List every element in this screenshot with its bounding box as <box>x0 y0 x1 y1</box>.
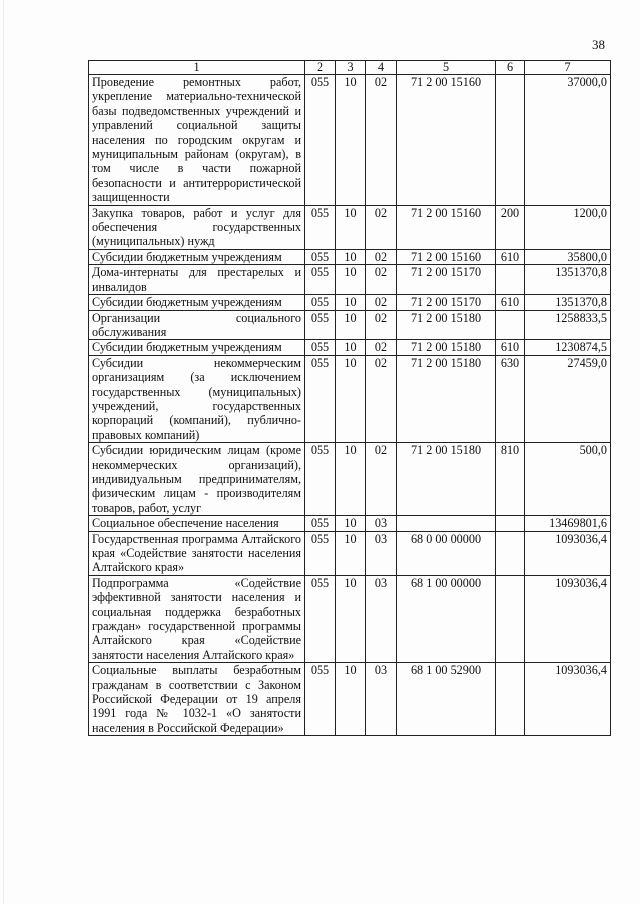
item-name: Субсидии некоммерческим организациям (за исключением государственных (муниципальных) учреждений, государственных корпораций (компаний), публично-правовых компаний) <box>89 355 305 442</box>
amount: 37000,0 <box>525 75 611 206</box>
amount: 1093036,4 <box>525 531 611 575</box>
section-code: 10 <box>336 575 366 662</box>
column-header: 4 <box>366 61 397 75</box>
expense-type-code <box>496 531 525 575</box>
table-row <box>89 265 611 295</box>
table-row <box>89 340 611 355</box>
section-code: 10 <box>336 340 366 355</box>
subsection-code: 03 <box>366 575 397 662</box>
subsection-code: 02 <box>366 310 397 340</box>
expense-type-code: 610 <box>496 340 525 355</box>
ministry-code: 055 <box>305 663 336 736</box>
amount: 13469801,6 <box>525 516 611 531</box>
column-header: 1 <box>89 61 305 75</box>
table-row <box>89 575 611 662</box>
section-code: 10 <box>336 516 366 531</box>
ministry-code: 055 <box>305 443 336 516</box>
column-header: 3 <box>336 61 366 75</box>
expense-type-code: 630 <box>496 355 525 442</box>
target-article-code: 71 2 00 15170 <box>397 265 496 295</box>
target-article-code <box>397 516 496 531</box>
expense-type-code: 610 <box>496 249 525 264</box>
subsection-code: 02 <box>366 295 397 310</box>
amount: 1230874,5 <box>525 340 611 355</box>
amount: 1093036,4 <box>525 663 611 736</box>
column-header: 6 <box>496 61 525 75</box>
expense-type-code <box>496 516 525 531</box>
subsection-code: 02 <box>366 355 397 442</box>
subsection-code: 03 <box>366 531 397 575</box>
amount: 27459,0 <box>525 355 611 442</box>
ministry-code: 055 <box>305 355 336 442</box>
subsection-code: 02 <box>366 443 397 516</box>
table-row <box>89 355 611 442</box>
target-article-code: 71 2 00 15160 <box>397 205 496 249</box>
item-name: Дома-интернаты для престарелых и инвалидов <box>89 265 305 295</box>
amount: 1093036,4 <box>525 575 611 662</box>
target-article-code: 71 2 00 15160 <box>397 75 496 206</box>
table-row <box>89 443 611 516</box>
subsection-code: 02 <box>366 265 397 295</box>
section-code: 10 <box>336 531 366 575</box>
expense-type-code: 810 <box>496 443 525 516</box>
section-code: 10 <box>336 310 366 340</box>
amount: 1351370,8 <box>525 295 611 310</box>
amount: 35800,0 <box>525 249 611 264</box>
section-code: 10 <box>336 295 366 310</box>
page-number: 38 <box>592 37 605 52</box>
item-name: Организации социального обслуживания <box>89 310 305 340</box>
subsection-code: 03 <box>366 516 397 531</box>
target-article-code: 71 2 00 15170 <box>397 295 496 310</box>
item-name: Закупка товаров, работ и услуг для обеспечения государственных (муниципальных) нужд <box>89 205 305 249</box>
ministry-code: 055 <box>305 340 336 355</box>
item-name: Субсидии бюджетным учреждениям <box>89 295 305 310</box>
target-article-code: 68 1 00 00000 <box>397 575 496 662</box>
item-name: Социальные выплаты безработным гражданам в соответствии с Законом Российской Федерации от 19 апреля 1991 года № 1032-1 «О занятости населения в Российской Федерации» <box>89 663 305 736</box>
item-name: Субсидии юридическим лицам (кроме некоммерческих организаций), индивидуальным предпринимателям, физическим лицам - производителям товаров, работ, услуг <box>89 443 305 516</box>
ministry-code: 055 <box>305 249 336 264</box>
table-row <box>89 249 611 264</box>
ministry-code: 055 <box>305 575 336 662</box>
ministry-code: 055 <box>305 265 336 295</box>
target-article-code: 68 0 00 00000 <box>397 531 496 575</box>
section-code: 10 <box>336 443 366 516</box>
scan-edge <box>3 0 4 904</box>
section-code: 10 <box>336 249 366 264</box>
table-row <box>89 205 611 249</box>
table-row <box>89 75 611 206</box>
header-row <box>89 61 611 75</box>
table-row <box>89 310 611 340</box>
expense-type-code <box>496 310 525 340</box>
expense-type-code <box>496 663 525 736</box>
item-name: Подпрограмма «Содействие эффективной занятости населения и социальная поддержка безработных граждан» государственной программы Алтайского края «Содействие занятости населения Алтайского края» <box>89 575 305 662</box>
section-code: 10 <box>336 265 366 295</box>
column-header: 5 <box>397 61 496 75</box>
target-article-code: 71 2 00 15180 <box>397 310 496 340</box>
amount: 1351370,8 <box>525 265 611 295</box>
target-article-code: 68 1 00 52900 <box>397 663 496 736</box>
subsection-code: 02 <box>366 249 397 264</box>
target-article-code: 71 2 00 15180 <box>397 355 496 442</box>
ministry-code: 055 <box>305 516 336 531</box>
subsection-code: 02 <box>366 75 397 206</box>
item-name: Государственная программа Алтайского края «Содействие занятости населения Алтайского края» <box>89 531 305 575</box>
expense-type-code: 610 <box>496 295 525 310</box>
ministry-code: 055 <box>305 75 336 206</box>
section-code: 10 <box>336 355 366 442</box>
section-code: 10 <box>336 75 366 206</box>
section-code: 10 <box>336 663 366 736</box>
budget-table <box>88 60 611 736</box>
expense-type-code <box>496 265 525 295</box>
item-name: Субсидии бюджетным учреждениям <box>89 249 305 264</box>
expense-type-code <box>496 75 525 206</box>
item-name: Субсидии бюджетным учреждениям <box>89 340 305 355</box>
subsection-code: 02 <box>366 340 397 355</box>
item-name: Социальное обеспечение населения <box>89 516 305 531</box>
target-article-code: 71 2 00 15180 <box>397 443 496 516</box>
target-article-code: 71 2 00 15160 <box>397 249 496 264</box>
amount: 1200,0 <box>525 205 611 249</box>
subsection-code: 02 <box>366 205 397 249</box>
ministry-code: 055 <box>305 295 336 310</box>
ministry-code: 055 <box>305 531 336 575</box>
amount: 500,0 <box>525 443 611 516</box>
expense-type-code: 200 <box>496 205 525 249</box>
table-row <box>89 531 611 575</box>
table-row <box>89 663 611 736</box>
target-article-code: 71 2 00 15180 <box>397 340 496 355</box>
subsection-code: 03 <box>366 663 397 736</box>
table-row <box>89 516 611 531</box>
expense-type-code <box>496 575 525 662</box>
column-header: 7 <box>525 61 611 75</box>
amount: 1258833,5 <box>525 310 611 340</box>
column-header: 2 <box>305 61 336 75</box>
section-code: 10 <box>336 205 366 249</box>
table-row <box>89 295 611 310</box>
item-name: Проведение ремонтных работ, укрепление материально-технической базы подведомственных учреждений и управлений социальной защиты населения по городским округам и муниципальным районам (округам), в том числе в части пожарной безопасности и антитеррористической защищенности <box>89 75 305 206</box>
ministry-code: 055 <box>305 310 336 340</box>
ministry-code: 055 <box>305 205 336 249</box>
